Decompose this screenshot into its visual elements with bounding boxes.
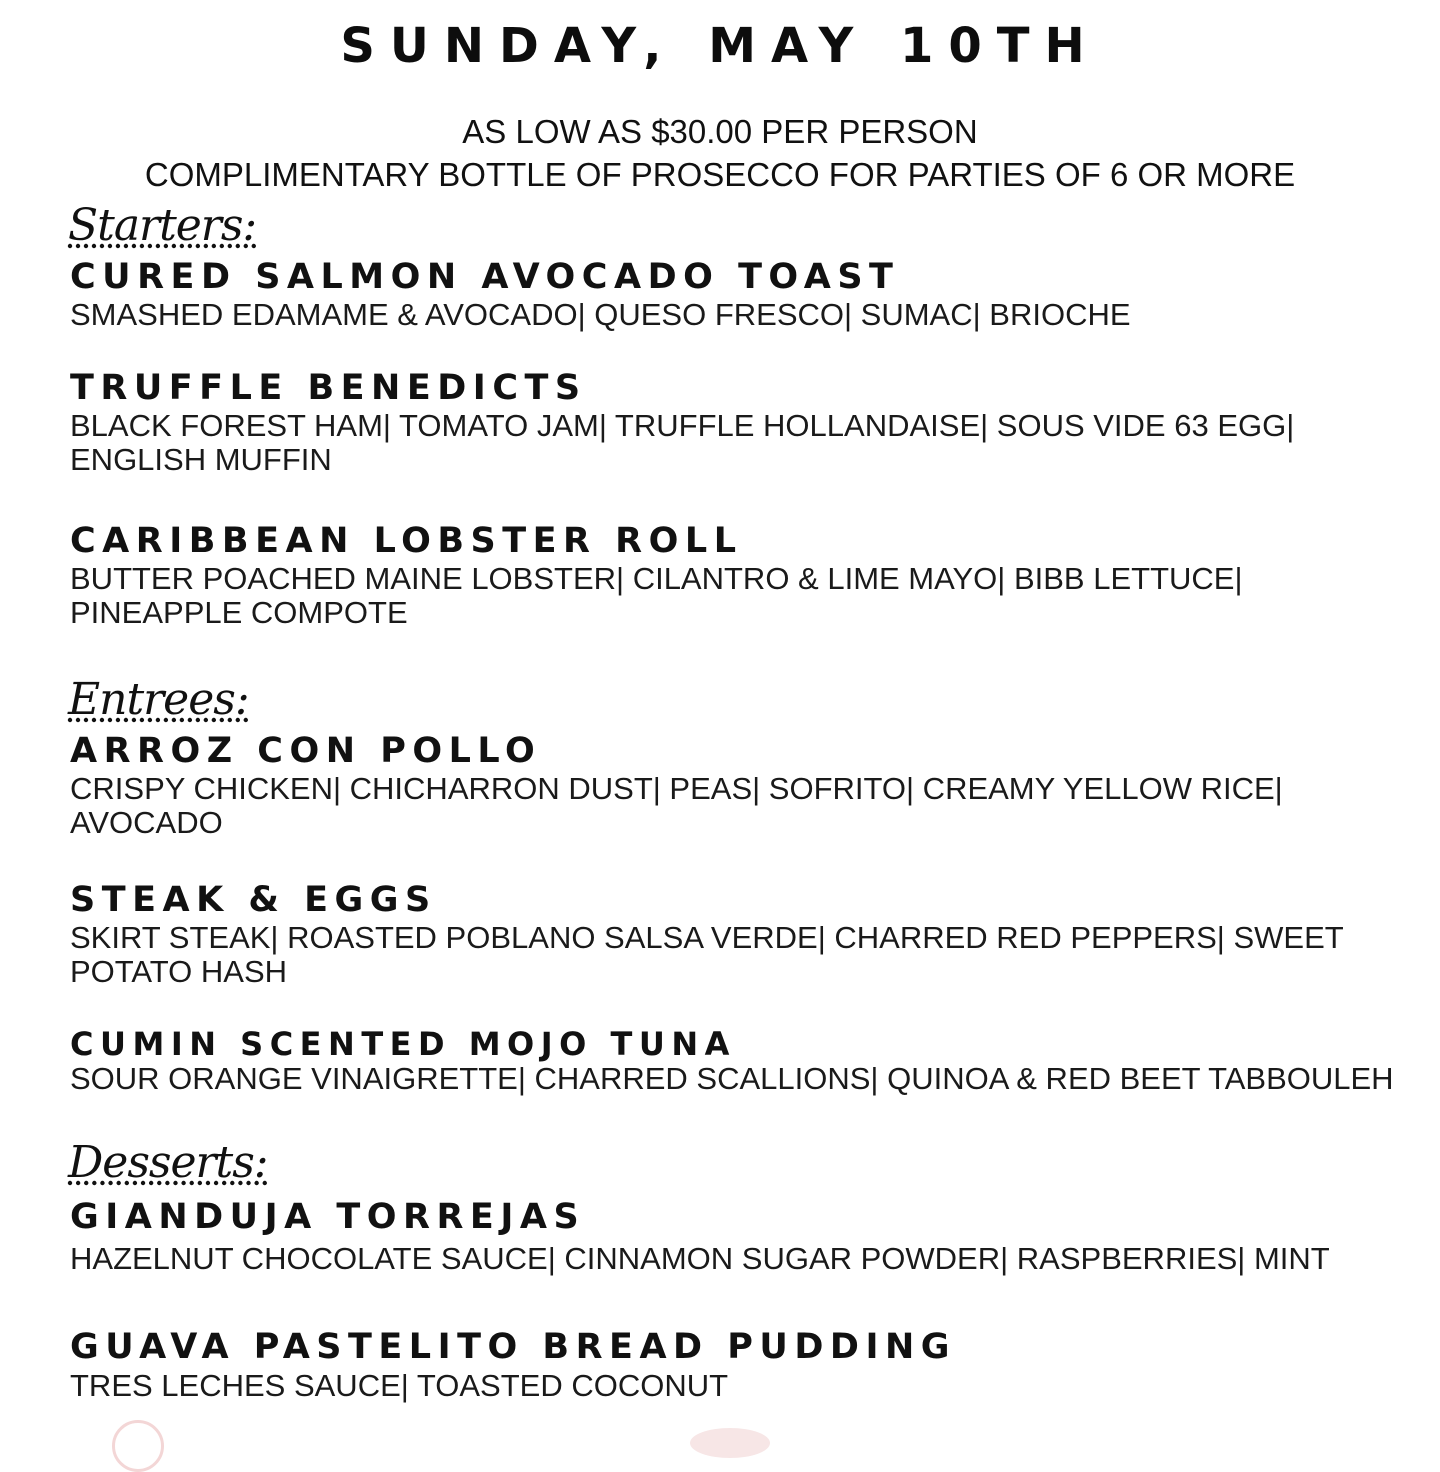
section-title-entrees: Entrees: — [68, 674, 249, 725]
item-name-caribbean-lobster-roll: CARIBBEAN LOBSTER ROLL — [70, 521, 743, 561]
item-desc-gianduja-torrejas: HAZELNUT CHOCOLATE SAUCE| CINNAMON SUGAR POWDER| RASPBERRIES| MINT — [70, 1241, 1330, 1276]
item-name-truffle-benedicts: TRUFFLE BENEDICTS — [70, 368, 587, 408]
item-desc-cumin-scented-mojo-tuna: SOUR ORANGE VINAIGRETTE| CHARRED SCALLIONS| QUINOA & RED BEET TABBOULEH — [70, 1061, 1394, 1096]
item-desc-arroz-con-pollo: CRISPY CHICKEN| CHICHARRON DUST| PEAS| SOFRITO| CREAMY YELLOW RICE| AVOCADO — [70, 771, 1283, 840]
decorative-blob-icon — [690, 1428, 770, 1458]
item-name-cured-salmon-avocado-toast: CURED SALMON AVOCADO TOAST — [70, 257, 900, 297]
item-name-guava-pastelito-bread-pudding: GUAVA PASTELITO BREAD PUDDING — [70, 1327, 957, 1367]
item-desc-truffle-benedicts: BLACK FOREST HAM| TOMATO JAM| TRUFFLE HOLLANDAISE| SOUS VIDE 63 EGG| ENGLISH MUFFIN — [70, 408, 1295, 477]
decorative-circle-icon — [112, 1420, 164, 1472]
item-desc-steak-and-eggs: SKIRT STEAK| ROASTED POBLANO SALSA VERDE| CHARRED RED PEPPERS| SWEET POTATO HASH — [70, 920, 1344, 989]
item-desc-caribbean-lobster-roll: BUTTER POACHED MAINE LOBSTER| CILANTRO & LIME MAYO| BIBB LETTUCE| PINEAPPLE COMPOTE — [70, 561, 1243, 630]
item-name-steak-and-eggs: STEAK & EGGS — [70, 880, 437, 920]
item-desc-guava-pastelito-bread-pudding: TRES LECHES SAUCE| TOASTED COCONUT — [70, 1368, 729, 1403]
item-name-gianduja-torrejas: GIANDUJA TORREJAS — [70, 1197, 586, 1237]
item-name-cumin-scented-mojo-tuna: CUMIN SCENTED MOJO TUNA — [70, 1025, 736, 1063]
item-name-arroz-con-pollo: ARROZ CON POLLO — [70, 731, 542, 771]
price-line: AS LOW AS $30.00 PER PERSON — [462, 113, 978, 150]
promo-line: COMPLIMENTARY BOTTLE OF PROSECCO FOR PARTIES OF 6 OR MORE — [144, 156, 1296, 193]
section-title-desserts: Desserts: — [68, 1137, 268, 1188]
menu-date-heading: SUNDAY, MAY 10TH — [340, 18, 1100, 74]
item-desc-cured-salmon-avocado-toast: SMASHED EDAMAME & AVOCADO| QUESO FRESCO| SUMAC| BRIOCHE — [70, 297, 1131, 332]
section-title-starters: Starters: — [68, 200, 257, 251]
